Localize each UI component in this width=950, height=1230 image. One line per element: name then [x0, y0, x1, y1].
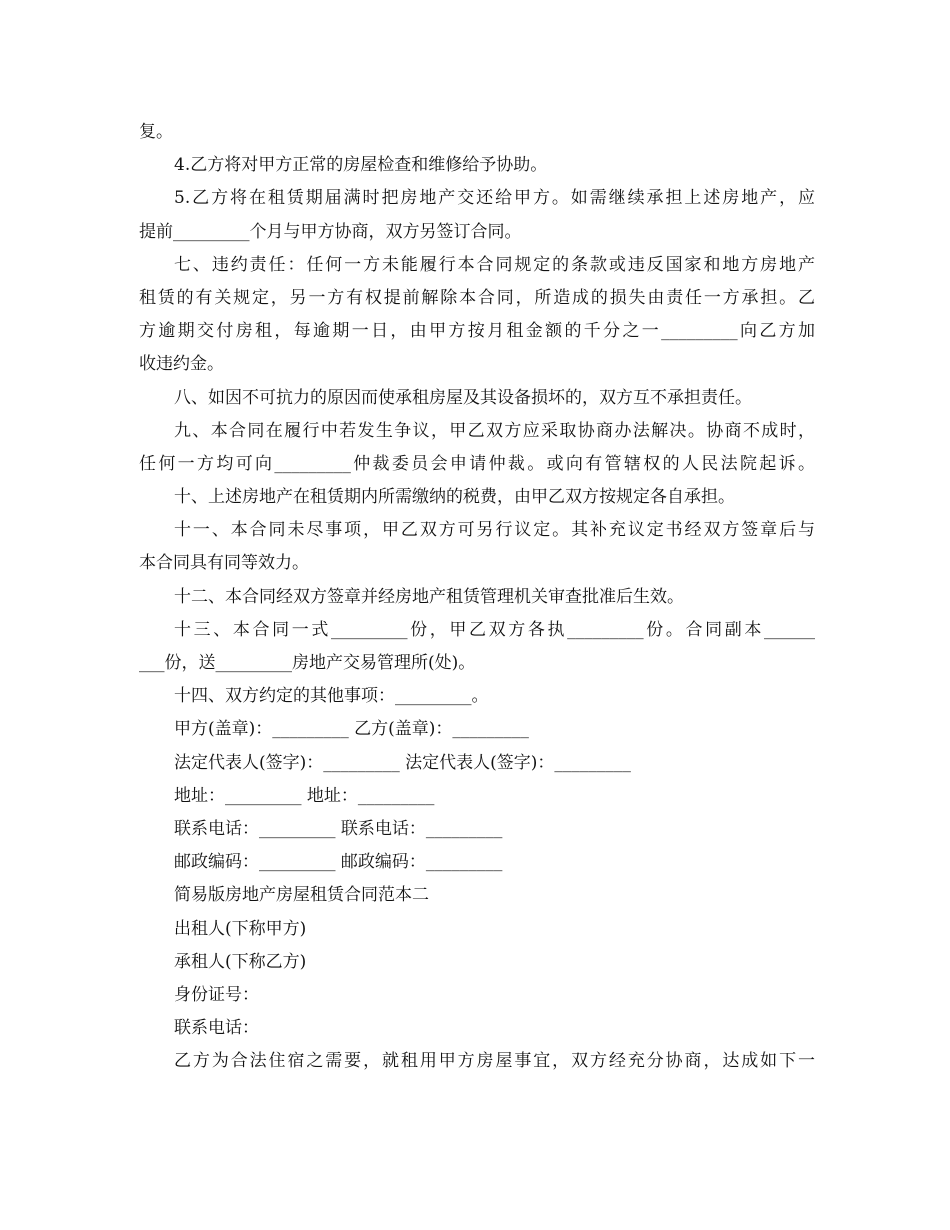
- text-line: 租赁的有关规定，另一方有权提前解除本合同，所造成的损失由责任一方承担。乙: [139, 287, 815, 308]
- text-line: 联系电话：: [174, 1018, 259, 1039]
- text-line: 任何一方均可向_________仲裁委员会申请仲裁。或向有管辖权的人民法院起诉。: [139, 453, 815, 474]
- text-line: ___份，送_________房地产交易管理所(处)。: [139, 653, 476, 673]
- text-line: 提前_________个月与甲方协商，双方另签订合同。: [139, 221, 522, 242]
- text-line: 十四、双方约定的其他事项：_________。: [174, 686, 489, 707]
- text-line: 地址：_________ 地址：_________: [174, 785, 435, 806]
- text-line: 九、本合同在履行中若发生争议，甲乙双方应采取协商办法解决。协商不成时，: [174, 420, 815, 441]
- text-line: 乙方为合法住宿之需要，就租用甲方房屋事宜，双方经充分协商，达成如下一: [174, 1051, 815, 1072]
- text-line: 邮政编码：_________ 邮政编码：_________: [174, 852, 503, 873]
- text-line: 简易版房地产房屋租赁合同范本二: [174, 885, 429, 906]
- text-line: 十、上述房地产在租赁期内所需缴纳的税费，由甲乙双方按规定各自承担。: [174, 487, 735, 508]
- text-line: 方逾期交付房租，每逾期一日，由甲方按月租金额的千分之一_________向乙方加: [139, 321, 815, 342]
- text-line: 本合同具有同等效力。: [139, 553, 309, 574]
- text-line: 出租人(下称甲方): [174, 918, 307, 939]
- text-line: 承租人(下称乙方): [174, 951, 307, 972]
- text-line: 八、如因不可抗力的原因而使承租房屋及其设备损坏的，双方互不承担责任。: [174, 387, 752, 408]
- text-line: 甲方(盖章)：_________ 乙方(盖章)：_________: [174, 719, 529, 740]
- text-line: 4.乙方将对甲方正常的房屋检查和维修给予协助。: [174, 155, 548, 176]
- text-line: 收违约金。: [139, 354, 224, 375]
- text-line: 法定代表人(签字)：_________ 法定代表人(签字)：_________: [174, 752, 631, 773]
- document-page: [139, 116, 815, 1078]
- text-line: 十二、本合同经双方签章并经房地产租赁管理机关审查批准后生效。: [174, 586, 684, 607]
- text-line: 复。: [139, 122, 173, 142]
- text-line: 十三、本合同一式_________份，甲乙双方各执_________份。合同副本______: [174, 619, 815, 640]
- text-line: 七、违约责任：任何一方未能履行本合同规定的条款或违反国家和地方房地产: [174, 254, 815, 275]
- text-line: 十一、本合同未尽事项，甲乙双方可另行议定。其补充议定书经双方签章后与: [174, 520, 815, 541]
- text-line: 身份证号：: [174, 984, 259, 1005]
- text-line: 联系电话：_________ 联系电话：_________: [174, 818, 503, 839]
- text-line: 5.乙方将在租赁期届满时把房地产交还给甲方。如需继续承担上述房地产，应: [174, 188, 815, 209]
